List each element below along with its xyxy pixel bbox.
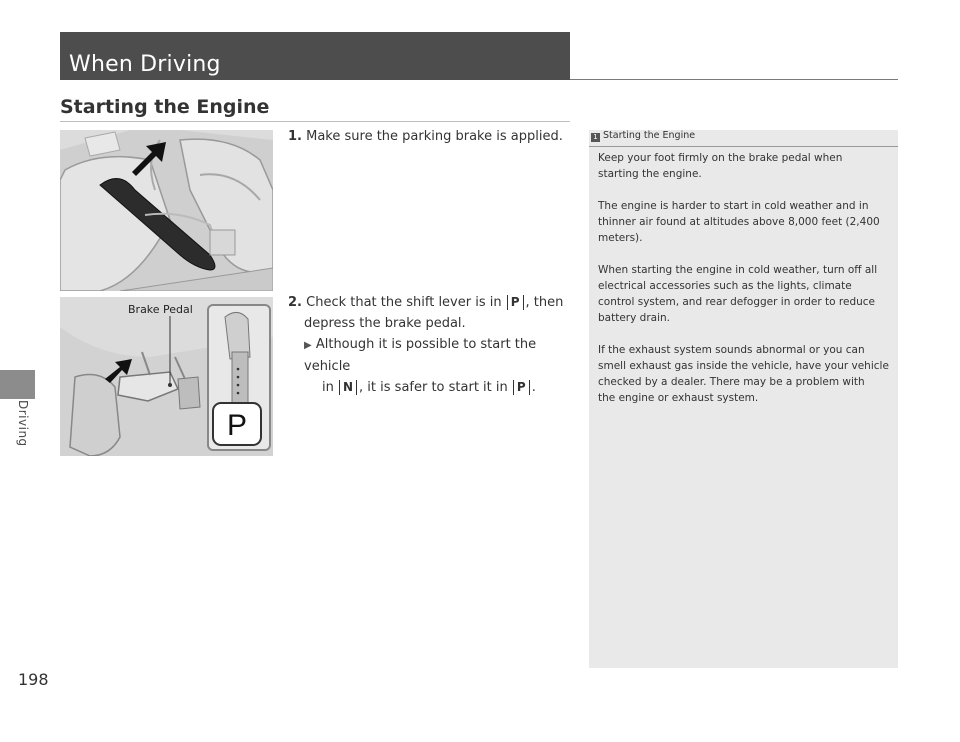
sidebar-line: thinner air found at altitudes above 8,000 feet (2,400 <box>598 216 880 228</box>
shift-position-key: P <box>507 295 524 310</box>
sidebar-line: battery drain. <box>598 312 670 324</box>
sidebar-paragraph <box>598 198 890 246</box>
sidebar-line: starting the engine. <box>598 168 702 180</box>
note-text-b: , it is safer to start it in <box>359 380 508 395</box>
sidebar-title-text: Starting the Engine <box>603 130 696 141</box>
step-2-number: 2. <box>288 295 302 310</box>
note-arrow-icon: ▶ <box>304 340 312 351</box>
gear-position-label: P <box>226 409 248 442</box>
step-2-note-text: Although it is possible to start the vehicle <box>304 337 537 374</box>
brake-pedal-illustration <box>60 297 273 456</box>
sidebar-title <box>589 130 898 147</box>
sidebar-paragraph <box>598 150 890 182</box>
chapter-tab-label: Driving <box>16 400 30 447</box>
sidebar-line: Keep your foot firmly on the brake pedal when <box>598 152 843 164</box>
step-2 <box>288 292 578 398</box>
step-2-note-line2 <box>288 377 578 398</box>
note-text-c: . <box>531 380 536 395</box>
parking-brake-illustration <box>60 130 273 291</box>
park-position-key: P <box>513 380 530 395</box>
section-rule <box>60 121 570 122</box>
chapter-tab-marker <box>0 370 35 399</box>
sidebar-paragraph <box>598 262 890 326</box>
sidebar-line: meters). <box>598 232 643 244</box>
page-number: 198 <box>18 670 49 689</box>
step-2-text-cont: , then <box>525 295 564 310</box>
sidebar-line: checked by a dealer. There may be a problem with <box>598 376 865 388</box>
page-header-bar <box>60 32 570 80</box>
neutral-position-key: N <box>339 380 357 395</box>
note-text-a: in <box>322 380 334 395</box>
page-header-title: When Driving <box>69 52 221 77</box>
header-rule <box>570 79 898 80</box>
sidebar-line: If the exhaust system sounds abnormal or you can <box>598 344 865 356</box>
step-1-number: 1. <box>288 129 302 144</box>
step-2-text: Check that the shift lever is in <box>306 295 502 310</box>
reference-mark-icon: 1 <box>591 133 600 142</box>
step-2-line2: depress the brake pedal. <box>304 316 466 331</box>
step-1-text: Make sure the parking brake is applied. <box>306 129 563 144</box>
sidebar-line: the engine or exhaust system. <box>598 392 759 404</box>
step-2-note <box>288 334 578 377</box>
sidebar-line: The engine is harder to start in cold weather and in <box>598 200 869 212</box>
sidebar-line: When starting the engine in cold weather, turn off all <box>598 264 878 276</box>
sidebar-line: smell exhaust gas inside the vehicle, have your vehicle <box>598 360 889 372</box>
section-title: Starting the Engine <box>60 96 270 118</box>
brake-pedal-callout: Brake Pedal <box>128 303 193 316</box>
sidebar-line: control system, and rear defogger in order to reduce <box>598 296 876 308</box>
sidebar-line: electrical accessories such as the lights, climate <box>598 280 852 292</box>
step-1 <box>288 126 563 147</box>
sidebar-paragraph <box>598 342 890 406</box>
